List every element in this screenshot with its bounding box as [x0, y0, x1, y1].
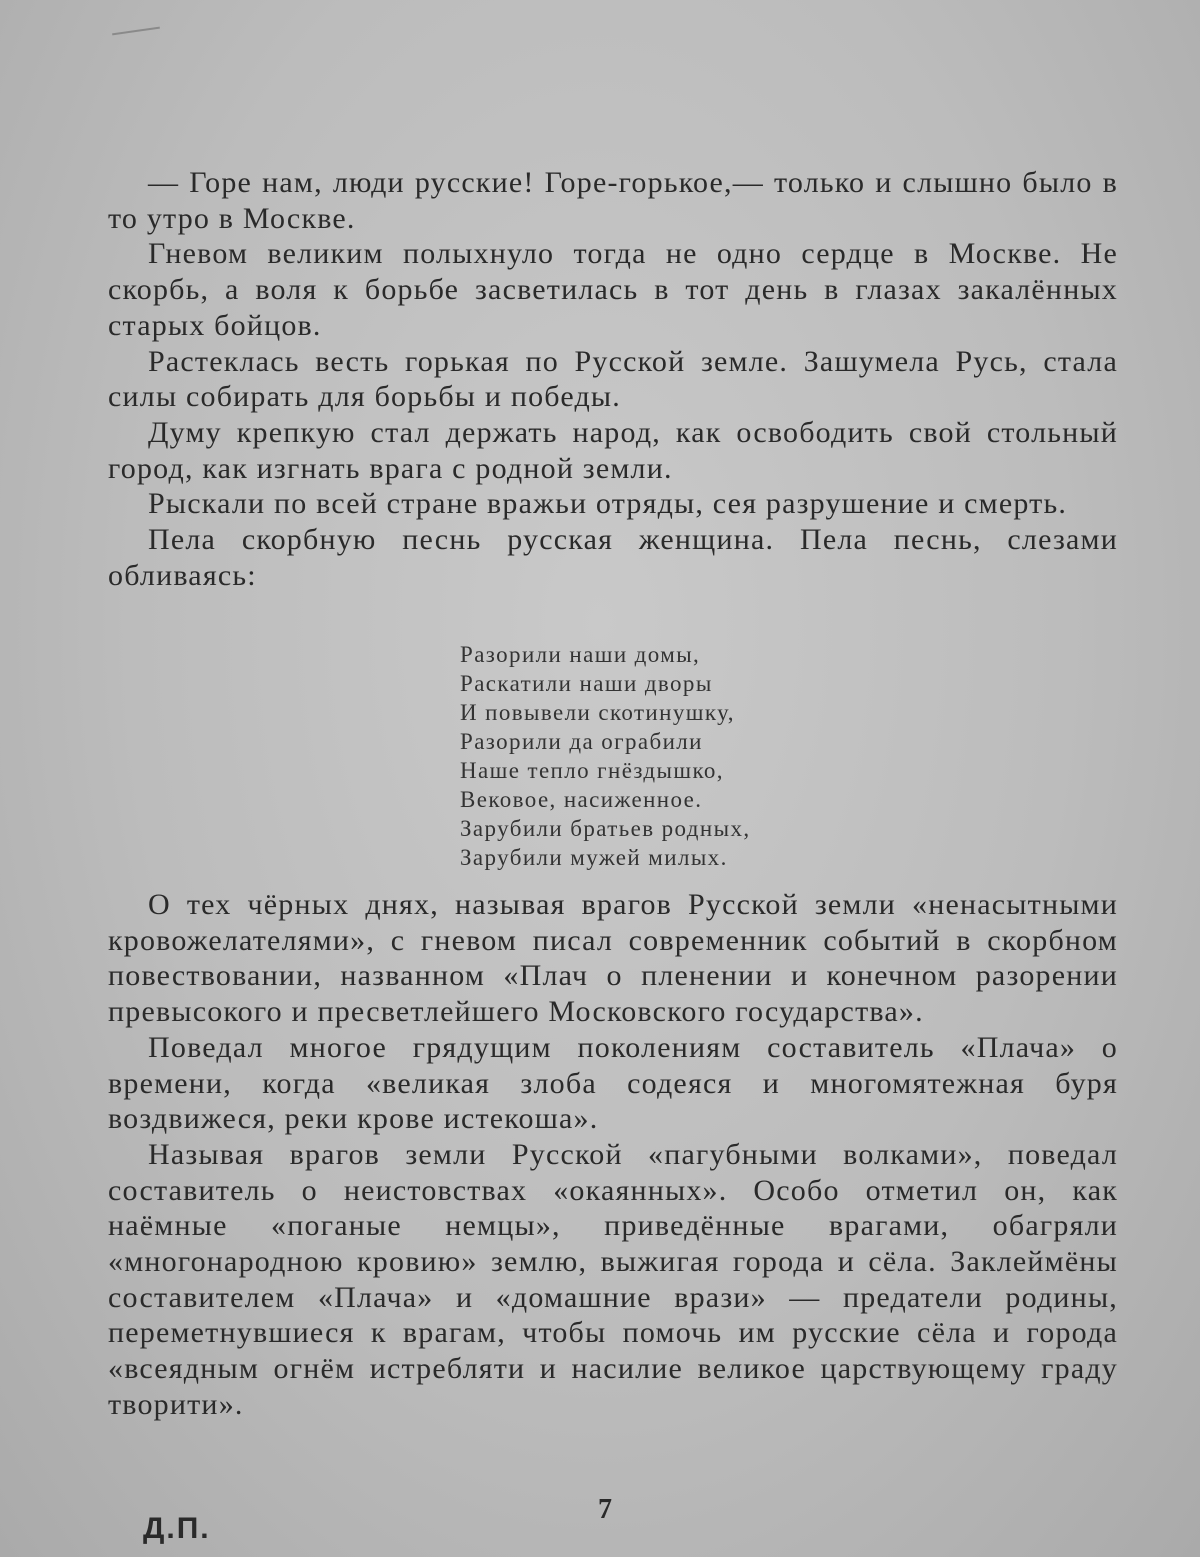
paragraph: Рыскали по всей стране вражьи отряды, сея разрушение и смерть. — [148, 487, 1068, 521]
verse-line: Зарубили братьев родных, — [460, 816, 751, 841]
author-initials: Д.П. — [143, 1512, 211, 1545]
paragraph: Поведал многое грядущим поколениям составитель «Плача» о времени, когда «великая злоба содеяся и многомятежная буря воздвижеся, реки крове истекоша». — [108, 1030, 1118, 1136]
verse-line: Вековое, насиженное. — [460, 787, 703, 812]
pencil-mark — [112, 27, 160, 36]
paragraph: Растеклась весть горькая по Русской земле. Зашумела Русь, стала силы собирать для борьбы и победы. — [108, 344, 1118, 414]
paragraph: Думу крепкую стал держать народ, как освободить свой стольный город, как изгнать врага с родной земли. — [108, 415, 1118, 485]
verse-line: Раскатили наши дворы — [460, 671, 713, 696]
lower-text-block — [108, 887, 1118, 1423]
verse-line: Наше тепло гнёздышко, — [460, 758, 724, 783]
paragraph: Гневом великим полыхнуло тогда не одно сердце в Москве. Не скорбь, а воля к борьбе засветилась в тот день в глазах закалённых старых бойцов. — [108, 237, 1118, 342]
upper-text-block — [108, 165, 1118, 593]
verse-line: Разорили наши домы, — [460, 642, 701, 667]
verse-line: Разорили да ограбили — [460, 729, 703, 754]
paragraph: О тех чёрных днях, называя врагов Русской земли «ненасытными кровожелателями», с гневом писал современник событий в скорбном повествовании, названном «Плач о пленении и конечном разорении превысокого и пресветлейшего Московского государства». — [108, 888, 1118, 1029]
paragraph: Пела скорбную песнь русская женщина. Пела песнь, слезами обливаясь: — [108, 523, 1118, 592]
paragraph: — Горе нам, люди русские! Горе-горькое,— только и слышно было в то утро в Москве. — [108, 166, 1118, 235]
verse-line: Зарубили мужей милых. — [460, 845, 728, 870]
verse-line: И повывели скотинушку, — [460, 700, 735, 725]
song-verse — [460, 640, 751, 872]
page-number: 7 — [598, 1494, 612, 1525]
paragraph: Называя врагов земли Русской «пагубными волками», поведал составитель о неистовствах «окаянных». Особо отметил он, как наёмные «поганые немцы», приведённые врагами, обагряли «многонародною кровию» землю, выжигая города и сёла. Заклеймёны составителем «Плача» и «домашние врази» — предатели родины, переметнувшиеся к врагам, чтобы помочь им русские сёла и города «всеядным огнём истребляти и насилие великое царствующему граду творити». — [108, 1137, 1118, 1421]
